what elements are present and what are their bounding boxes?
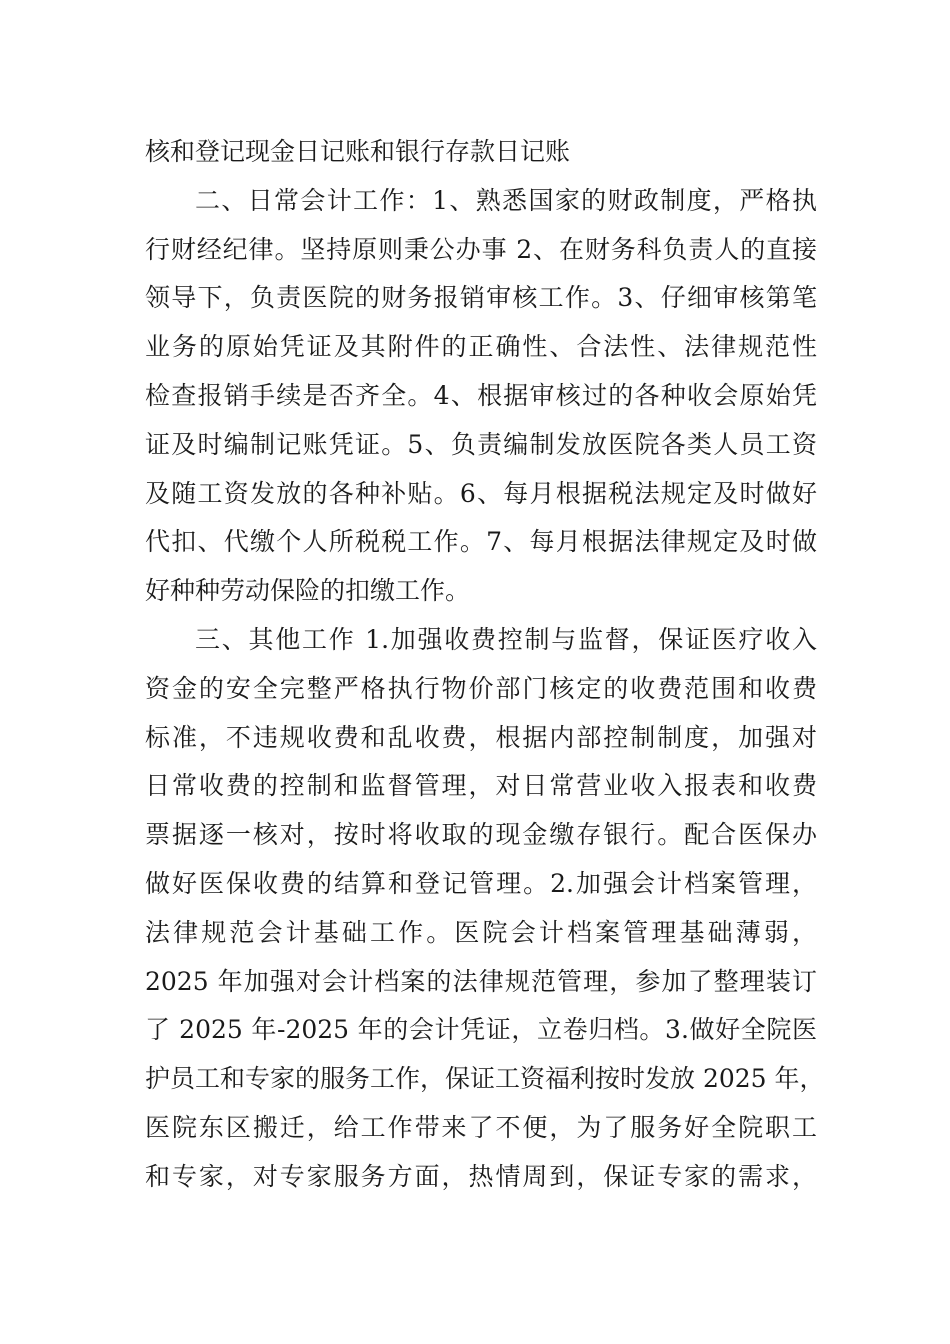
text-line: 二、日常会计工作：1、熟悉国家的财政制度，严格执	[195, 185, 817, 215]
text-line: 了 2025 年-2025 年的会计凭证，立卷归档。3.做好全院医	[145, 1015, 817, 1045]
text-line: 票据逐一核对，按时将收取的现金缴存银行。配合医保办	[145, 820, 817, 850]
text-line: 三、其他工作 1.加强收费控制与监督，保证医疗收入	[195, 624, 817, 654]
text-line: 资金的安全完整严格执行物价部门核定的收费范围和收费	[145, 673, 817, 703]
text-line: 2025 年加强对会计档案的法律规范管理，参加了整理装订	[145, 966, 817, 996]
text-line: 和专家，对专家服务方面，热情周到，保证专家的需求，	[145, 1161, 817, 1191]
text-line: 业务的原始凭证及其附件的正确性、合法性、法律规范性	[145, 332, 817, 362]
text-line: 医院东区搬迁，给工作带来了不便，为了服务好全院职工	[145, 1112, 817, 1142]
text-line: 行财经纪律。坚持原则秉公办事 2、在财务科负责人的直接	[145, 234, 817, 264]
text-line: 及随工资发放的各种补贴。6、每月根据税法规定及时做好	[145, 478, 817, 508]
text-line: 做好医保收费的结算和登记管理。2.加强会计档案管理，	[145, 868, 817, 898]
text-line: 好种种劳动保险的扣缴工作。	[145, 576, 471, 606]
text-line: 证及时编制记账凭证。5、负责编制发放医院各类人员工资	[145, 429, 817, 459]
text-line: 核和登记现金日记账和银行存款日记账	[145, 137, 571, 166]
text-line: 领导下，负责医院的财务报销审核工作。3、仔细审核第笔	[145, 283, 817, 313]
text-line: 日常收费的控制和监督管理，对日常营业收入报表和收费	[145, 771, 817, 801]
text-line: 代扣、代缴个人所税税工作。7、每月根据法律规定及时做	[145, 527, 817, 557]
text-line: 检查报销手续是否齐全。4、根据审核过的各种收会原始凭	[145, 380, 817, 410]
document-body	[145, 128, 825, 1202]
text-line: 法律规范会计基础工作。医院会计档案管理基础薄弱，	[145, 917, 817, 947]
text-line: 标准，不违规收费和乱收费，根据内部控制制度，加强对	[145, 722, 817, 752]
text-line: 护员工和专家的服务工作，保证工资福利按时发放 2025 年，	[145, 1064, 825, 1094]
